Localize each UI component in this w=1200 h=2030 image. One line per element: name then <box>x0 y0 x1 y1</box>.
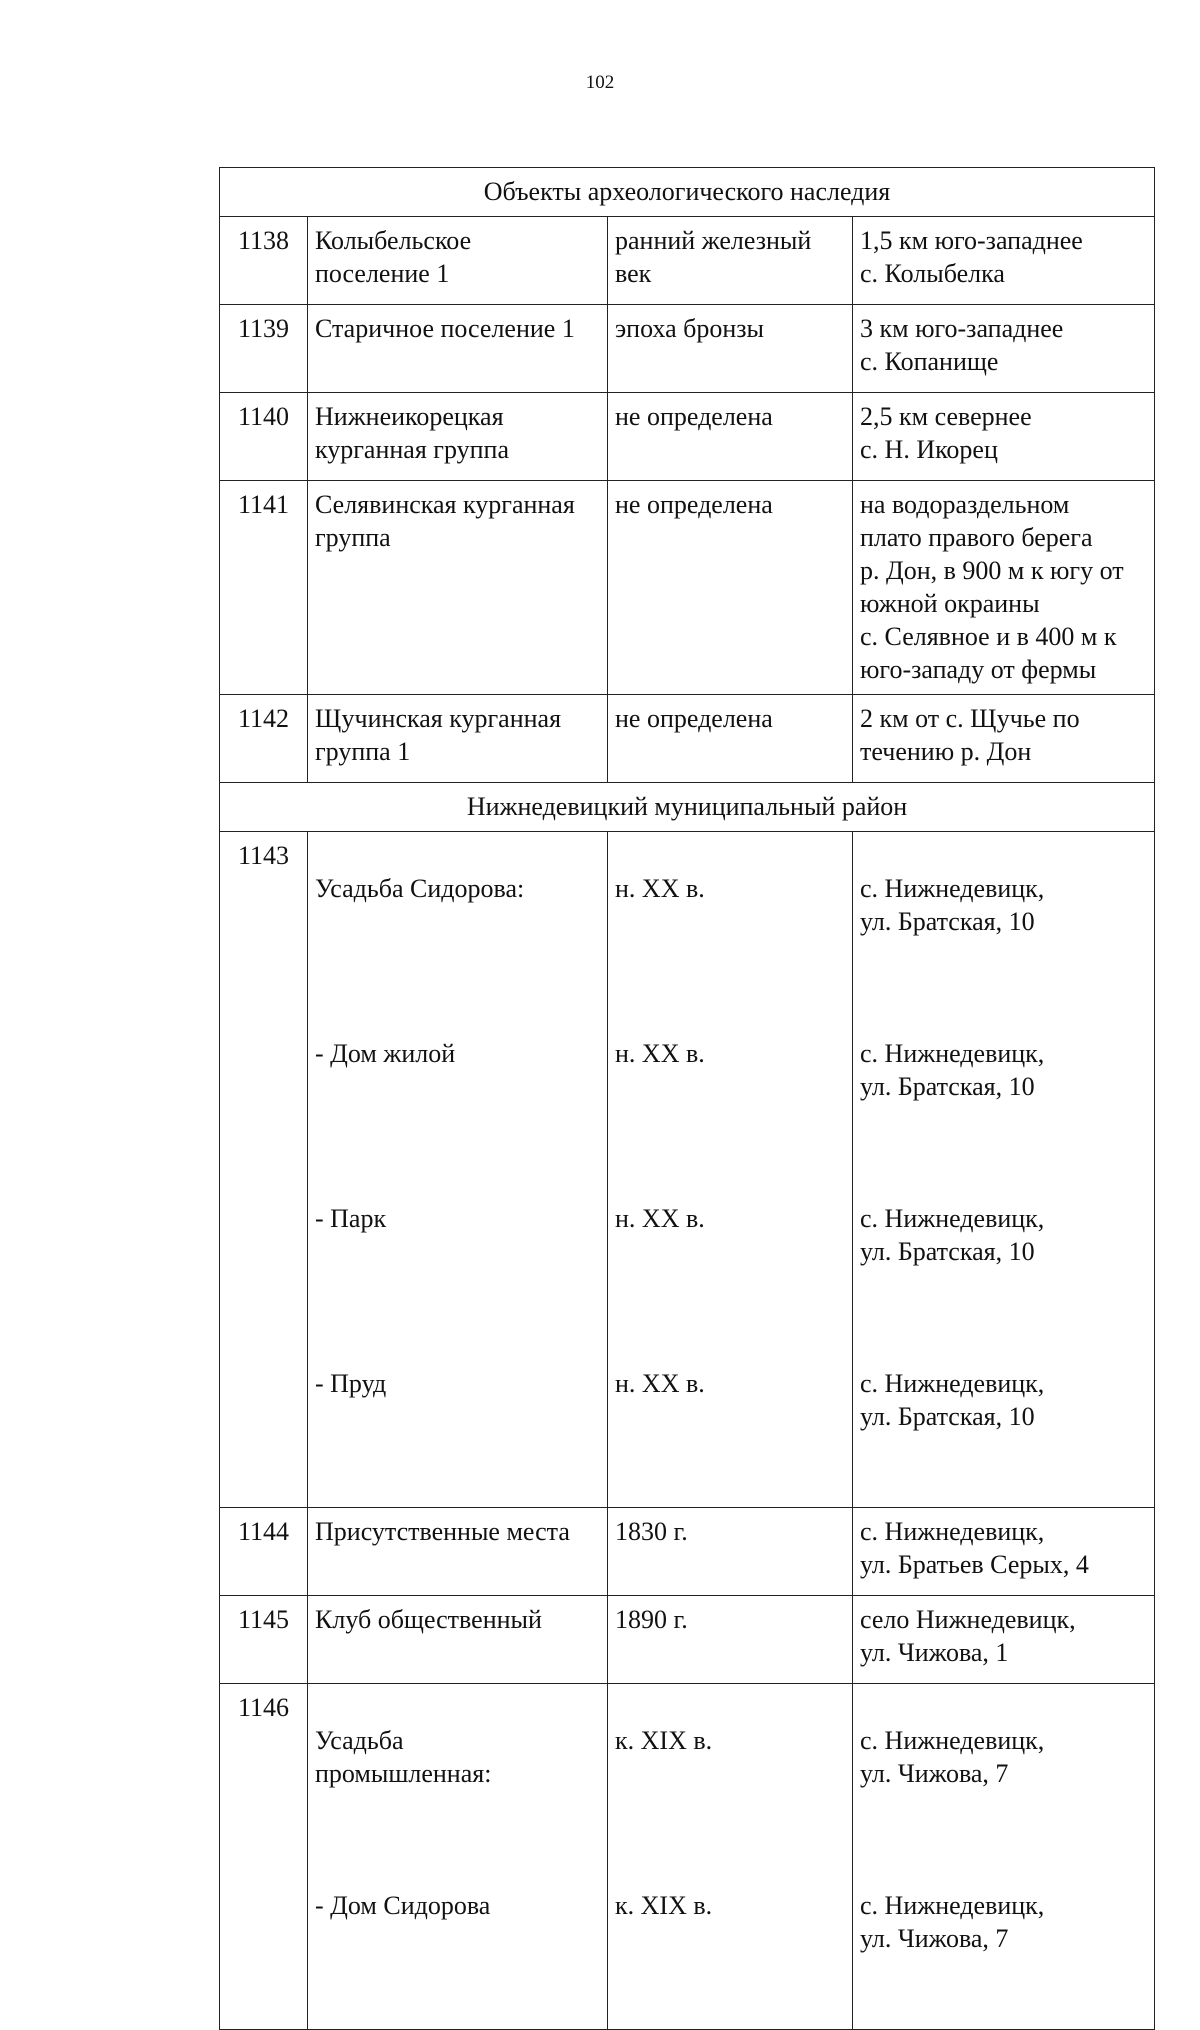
object-location: с. Нижнедевицк, ул. Братская, 10 <box>860 1369 1045 1431</box>
object-location: 3 км юго-западнее с. Копанище <box>853 305 1155 393</box>
object-name: Клуб общественный <box>308 1596 608 1684</box>
object-name: Колыбельское поселение 1 <box>308 217 608 305</box>
object-name: Старичное поселение 1 <box>308 305 608 393</box>
section-header-row <box>220 168 1155 217</box>
object-name: Селявинская курганная группа <box>308 481 608 695</box>
object-name-cell <box>308 1684 608 2030</box>
table-row <box>220 695 1155 783</box>
object-dating-cell <box>608 1684 853 2030</box>
object-location: 2 км от с. Щучье по течению р. Дон <box>853 695 1155 783</box>
section-header-row <box>220 783 1155 832</box>
object-location: 1,5 км юго-западнее с. Колыбелка <box>853 217 1155 305</box>
object-dating: не определена <box>608 393 853 481</box>
object-name: Нижнеикорецкая курганная группа <box>308 393 608 481</box>
table-row <box>220 305 1155 393</box>
object-name: - Пруд <box>315 1369 387 1398</box>
object-name: Усадьба промышленная: <box>315 1726 492 1788</box>
row-number: 1143 <box>220 832 308 1508</box>
object-dating-cell <box>608 832 853 1508</box>
object-location: с. Нижнедевицк, ул. Чижова, 7 <box>860 1891 1045 1953</box>
object-location: с. Нижнедевицк, ул. Братская, 10 <box>860 1039 1045 1101</box>
object-name: Щучинская курганная группа 1 <box>308 695 608 783</box>
object-location: село Нижнедевицк, ул. Чижова, 1 <box>853 1596 1155 1684</box>
object-dating: 1830 г. <box>608 1508 853 1596</box>
section-title-district: Нижнедевицкий муниципальный район <box>220 783 1155 832</box>
object-dating: н. XX в. <box>615 874 705 903</box>
object-location: с. Нижнедевицк, ул. Чижова, 7 <box>860 1726 1045 1788</box>
object-dating: не определена <box>608 695 853 783</box>
row-number: 1139 <box>220 305 308 393</box>
object-dating: ранний железный век <box>608 217 853 305</box>
object-name: Присутственные места <box>308 1508 608 1596</box>
row-number: 1138 <box>220 217 308 305</box>
object-dating: к. XIX в. <box>615 1891 713 1920</box>
row-number: 1146 <box>220 1684 308 2030</box>
section-title-archaeology: Объекты археологического наследия <box>220 168 1155 217</box>
object-name: Усадьба Сидорова: <box>315 874 525 903</box>
object-location: с. Нижнедевицк, ул. Братская, 10 <box>860 1204 1045 1266</box>
object-name: - Парк <box>315 1204 387 1233</box>
object-dating: н. XX в. <box>615 1204 705 1233</box>
object-location: с. Нижнедевицк, ул. Братская, 10 <box>860 874 1045 936</box>
object-dating: к. XIX в. <box>615 1726 713 1755</box>
table-row <box>220 1684 1155 2030</box>
heritage-objects-table <box>219 167 1155 2030</box>
object-dating: эпоха бронзы <box>608 305 853 393</box>
object-dating: 1890 г. <box>608 1596 853 1684</box>
object-location-cell <box>853 832 1155 1508</box>
object-dating: н. XX в. <box>615 1039 705 1068</box>
table-row <box>220 832 1155 1508</box>
object-dating: н. XX в. <box>615 1369 705 1398</box>
page-number: 102 <box>585 72 615 93</box>
object-name-cell <box>308 832 608 1508</box>
row-number: 1140 <box>220 393 308 481</box>
row-number: 1144 <box>220 1508 308 1596</box>
object-location-cell <box>853 1684 1155 2030</box>
object-dating: не определена <box>608 481 853 695</box>
row-number: 1142 <box>220 695 308 783</box>
table-row <box>220 1596 1155 1684</box>
table-row <box>220 1508 1155 1596</box>
object-name: - Дом Сидорова <box>315 1891 491 1920</box>
object-location: с. Нижнедевицк, ул. Братьев Серых, 4 <box>853 1508 1155 1596</box>
table-row <box>220 217 1155 305</box>
row-number: 1145 <box>220 1596 308 1684</box>
object-location: 2,5 км севернее с. Н. Икорец <box>853 393 1155 481</box>
table-row <box>220 393 1155 481</box>
object-name: - Дом жилой <box>315 1039 456 1068</box>
object-location: на водораздельном плато правого берега р. Дон, в 900 м к югу от южной окраины с. Селявное и в 400 м к юго-западу от фермы <box>853 481 1155 695</box>
row-number: 1141 <box>220 481 308 695</box>
table-row <box>220 481 1155 695</box>
